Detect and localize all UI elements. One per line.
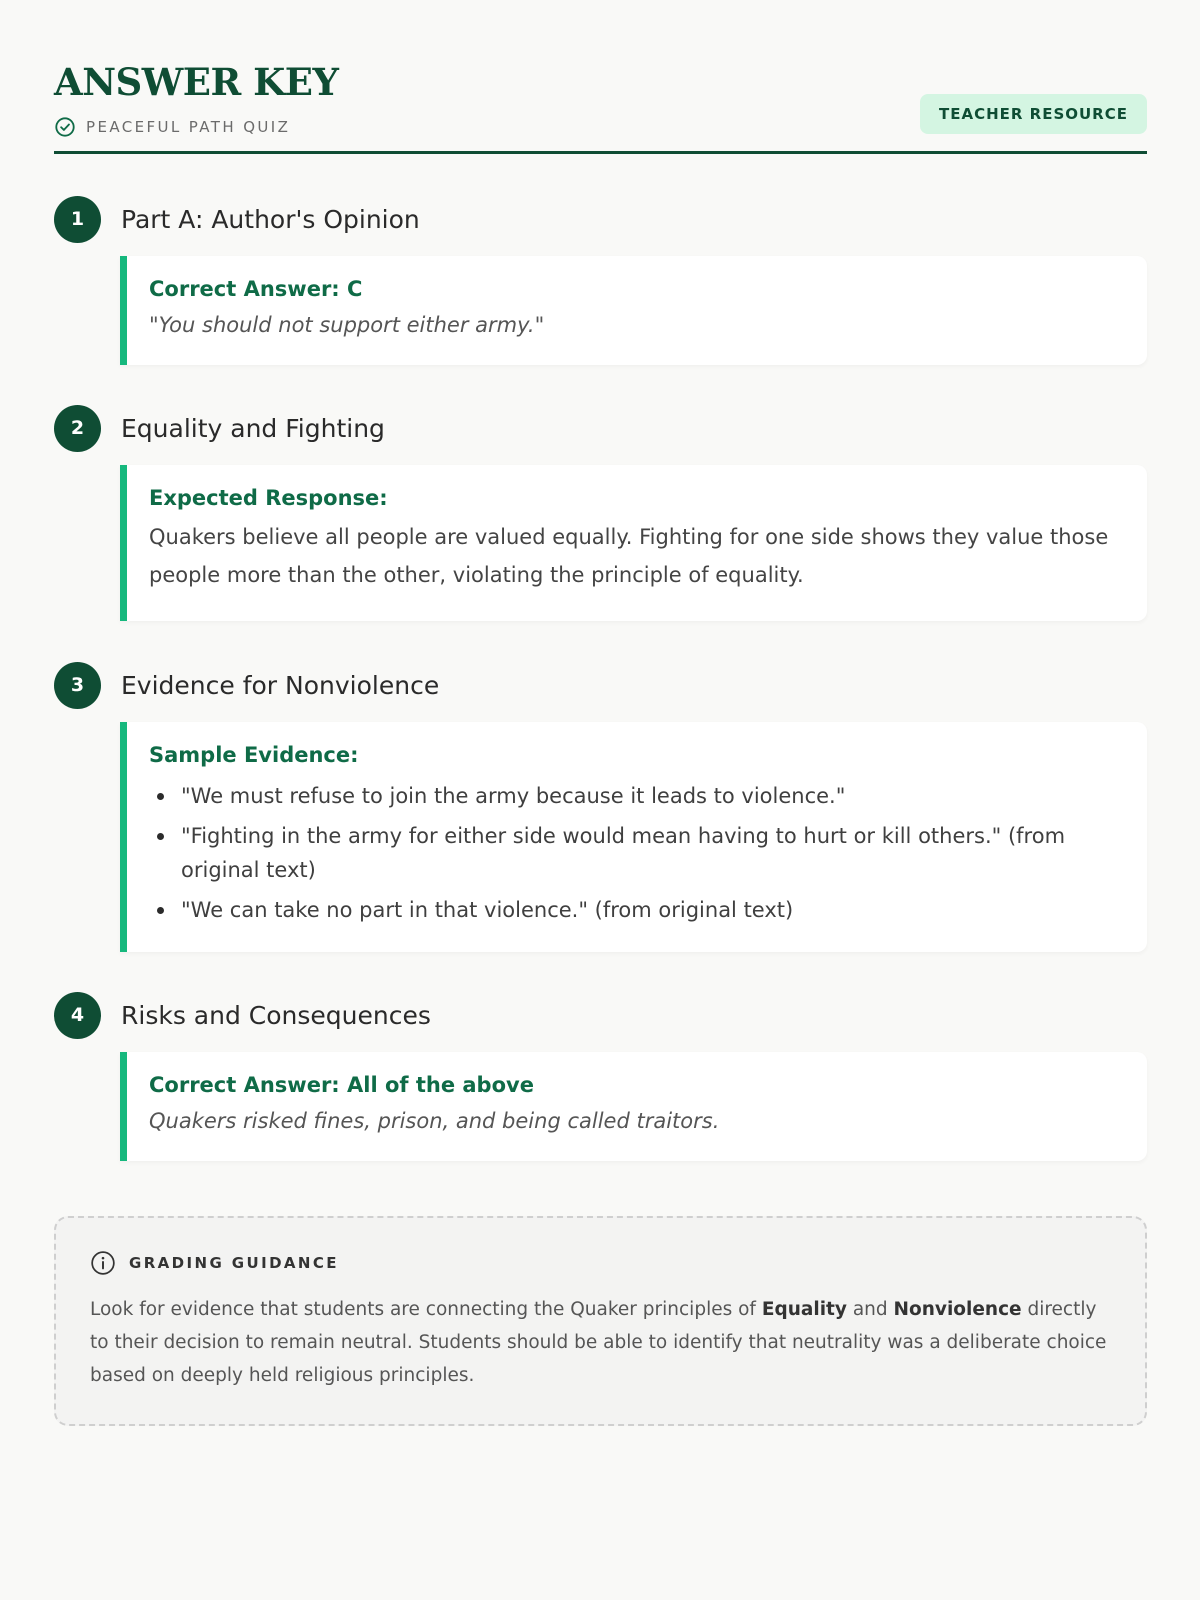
correct-answer-label: Correct Answer: All of the above — [149, 1073, 534, 1097]
section-4-heading — [54, 991, 431, 1039]
correct-answer-label: Correct Answer: C — [149, 277, 363, 301]
list-item: "We can take no part in that violence." (from original text) — [149, 893, 1122, 927]
answer-card-3 — [120, 722, 1147, 952]
list-item: "We must refuse to join the army because it leads to violence." — [149, 779, 1122, 813]
subtitle — [54, 116, 290, 138]
emphasis-nonviolence: Nonviolence — [893, 1299, 1022, 1320]
list-item: "Fighting in the army for either side would mean having to hurt or kill others." (from original text) — [149, 819, 1122, 887]
guidance-header — [90, 1250, 1111, 1276]
guidance-heading: GRADING GUIDANCE — [129, 1254, 339, 1272]
quiz-name: PEACEFUL PATH QUIZ — [86, 118, 291, 136]
answer-card-2 — [120, 465, 1147, 621]
answer-card-1 — [120, 256, 1147, 365]
check-circle-icon — [54, 116, 76, 138]
page-title: ANSWER KEY — [54, 60, 339, 104]
section-1-heading — [54, 195, 420, 243]
section-title: Part A: Author's Opinion — [121, 204, 420, 234]
emphasis-equality: Equality — [761, 1299, 847, 1320]
section-number: 4 — [54, 992, 101, 1039]
info-icon — [90, 1250, 116, 1276]
evidence-list — [149, 779, 1122, 927]
answer-note: "You should not support either army." — [149, 313, 545, 337]
page-header — [54, 56, 1147, 154]
section-number: 1 — [54, 196, 101, 243]
section-2-heading — [54, 404, 385, 452]
grading-guidance-box — [54, 1216, 1147, 1426]
expected-response-text: Quakers believe all people are valued equally. Fighting for one side shows they value those people more than the other, violating the principle of equality. — [149, 525, 1109, 587]
section-number: 2 — [54, 405, 101, 452]
section-title: Evidence for Nonviolence — [121, 670, 440, 700]
teacher-resource-badge: TEACHER RESOURCE — [920, 94, 1147, 134]
section-title: Equality and Fighting — [121, 413, 385, 443]
answer-card-4 — [120, 1052, 1147, 1161]
expected-response-label: Expected Response: — [149, 486, 388, 510]
sample-evidence-label: Sample Evidence: — [149, 743, 359, 767]
section-title: Risks and Consequences — [121, 1000, 431, 1030]
guidance-text: Look for evidence that students are connecting the Quaker principles of Equality and Nonviolence directly to their decision to remain neutral. Students should be able to identify that neutrality was a deliberate choice based on deeply held religious principles. — [90, 1299, 1107, 1386]
section-number: 3 — [54, 662, 101, 709]
section-3-heading — [54, 661, 439, 709]
answer-note: Quakers risked fines, prison, and being called traitors. — [149, 1109, 720, 1133]
